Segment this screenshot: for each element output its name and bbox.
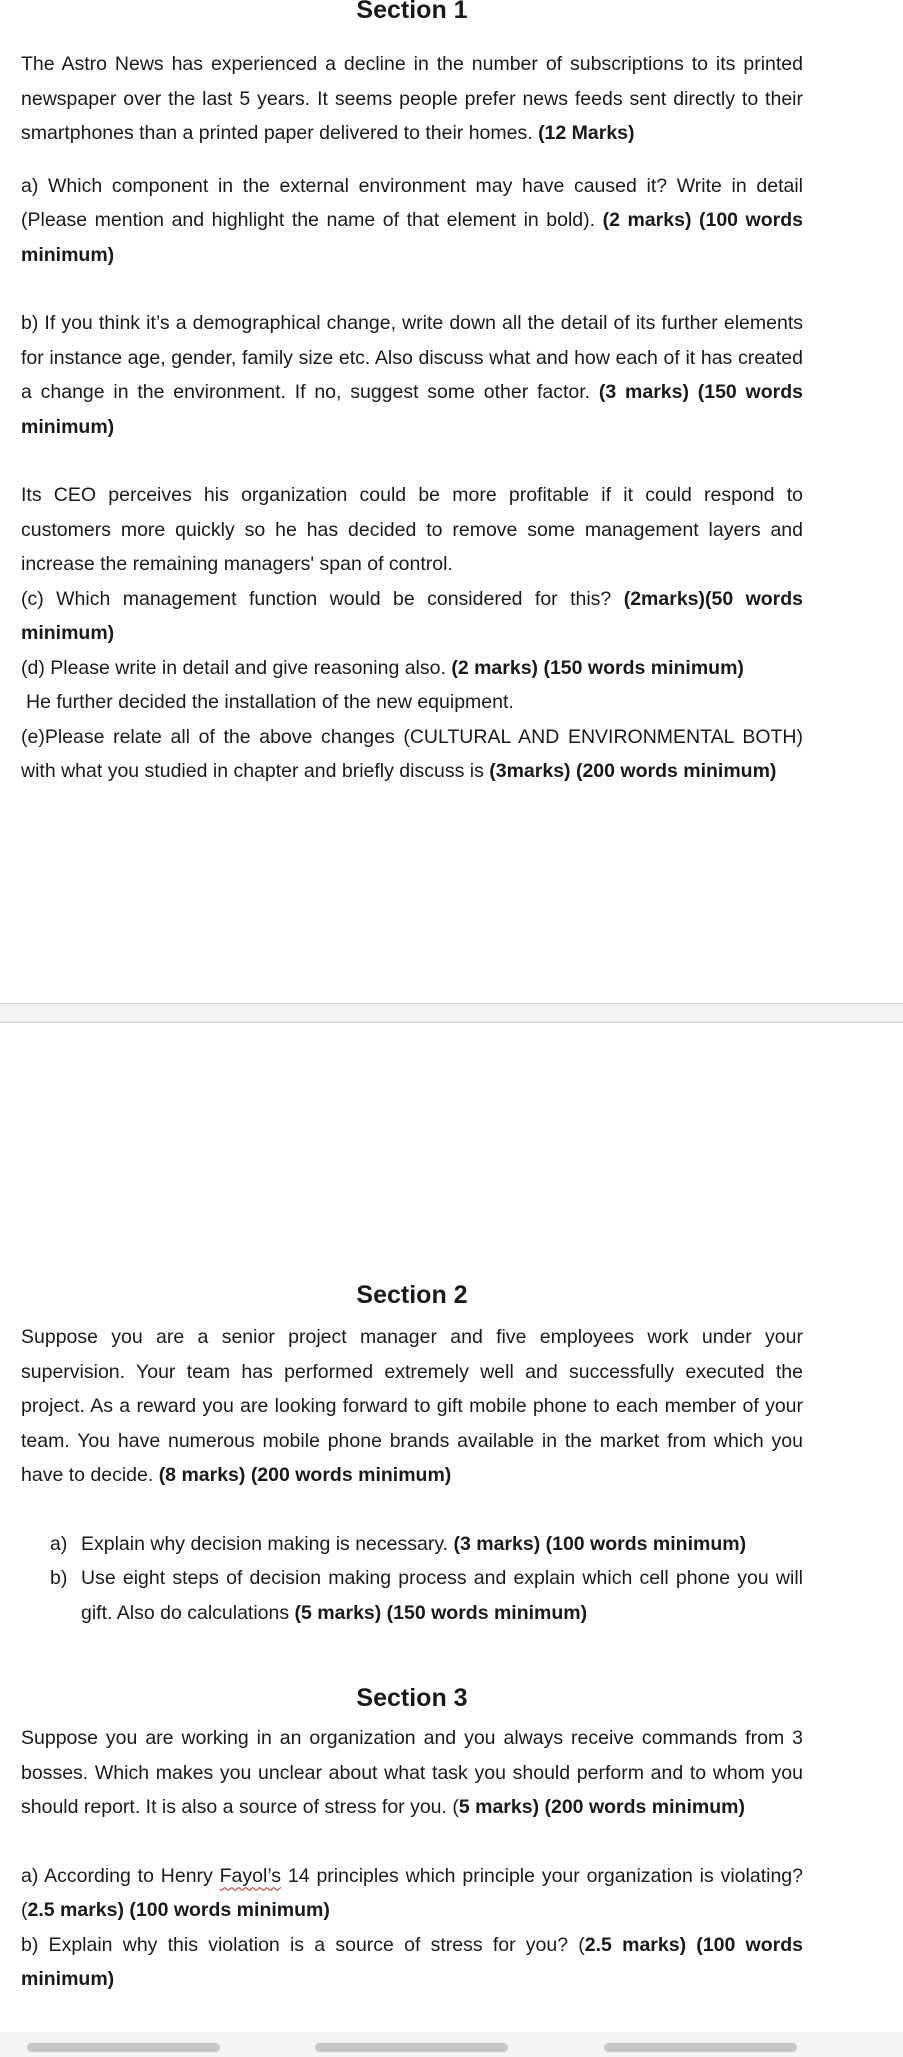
scrollbar-thumb-middle[interactable] (315, 2043, 508, 2052)
page-gap (0, 1004, 903, 1022)
section-1-heading: Section 1 (356, 0, 468, 24)
section-1-question-a: a) Which component in the external environment may have caused it? Write in detail (Please mention and highlight the name of that element in bold). (2 marks) (100 words minimum) (21, 174, 803, 266)
section-3-heading: Section 3 (356, 1684, 468, 1712)
section-1-ceo-paragraph: Its CEO perceives his organization could be more profitable if it could respond to customers more quickly so he has decided to remove some management layers and increase the remaining managers' span of control. (21, 484, 803, 575)
section-1-equipment-note: He further decided the installation of the new equipment. (26, 691, 514, 713)
section-3-question-a: a) According to Henry Fayol’s 14 principles which principle your organization is violating? (2.5 marks) (100 words minimum) (21, 1864, 803, 1921)
section-2-heading: Section 2 (356, 1281, 468, 1309)
section-2-item-b: b) Use eight steps of decision making process and explain which cell phone you will gift. Also do calculations (5 marks) (150 words minimum) (50, 1567, 803, 1624)
section-1-question-e: (e)Please relate all of the above changes (CULTURAL AND ENVIRONMENTAL BOTH) with what you studied in chapter and briefly discuss is (3marks) (200 words minimum) (21, 725, 803, 782)
document-page-1 (0, 0, 903, 1004)
scrollbar-track (0, 2032, 903, 2057)
section-1-question-b: b) If you think it’s a demographical change, write down all the detail of its further elements for instance age, gender, family size etc. Also discuss what and how each of it has created a change in the environment. If no, suggest some other factor. (3 marks) (150 words minimum) (21, 312, 803, 438)
section-1-question-d: (d) Please write in detail and give reasoning also. (2 marks) (150 words minimum) (21, 656, 744, 679)
document-page-2 (0, 1022, 903, 2033)
section-2-item-a: a) Explain why decision making is necessary. (3 marks) (100 words minimum) (50, 1532, 747, 1555)
scrollbar-thumb-right[interactable] (604, 2043, 797, 2052)
section-2 (21, 1280, 803, 1997)
section-1-intro: The Astro News has experienced a decline in the number of subscriptions to its printed newspaper over the last 5 years. It seems people prefer news feeds sent directly to their smartphones than a printed paper delivered to their homes. (12 Marks) (21, 53, 803, 144)
section-2-intro: Suppose you are a senior project manager and five employees work under your supervision. Your team has performed extremely well and successfully executed the project. As a reward you are looking forward to gift mobile phone to each member of your team. You have numerous mobile phone brands available in the market from which you have to decide. (8 marks) (200 words minimum) (21, 1326, 803, 1486)
section-3-intro: Suppose you are working in an organization and you always receive commands from 3 bosses. Which makes you unclear about what task you should perform and to whom you should report. It is also a source of stress for you. (5 marks) (200 words minimum) (21, 1727, 803, 1818)
section-1-question-c: (c) Which management function would be considered for this? (2marks)(50 words minimum) (21, 587, 804, 644)
section-3-question-b: b) Explain why this violation is a source of stress for you? (2.5 marks) (100 words minimum) (21, 1933, 803, 1990)
scrollbar-thumb-left[interactable] (27, 2043, 220, 2052)
section-1 (21, 0, 803, 789)
